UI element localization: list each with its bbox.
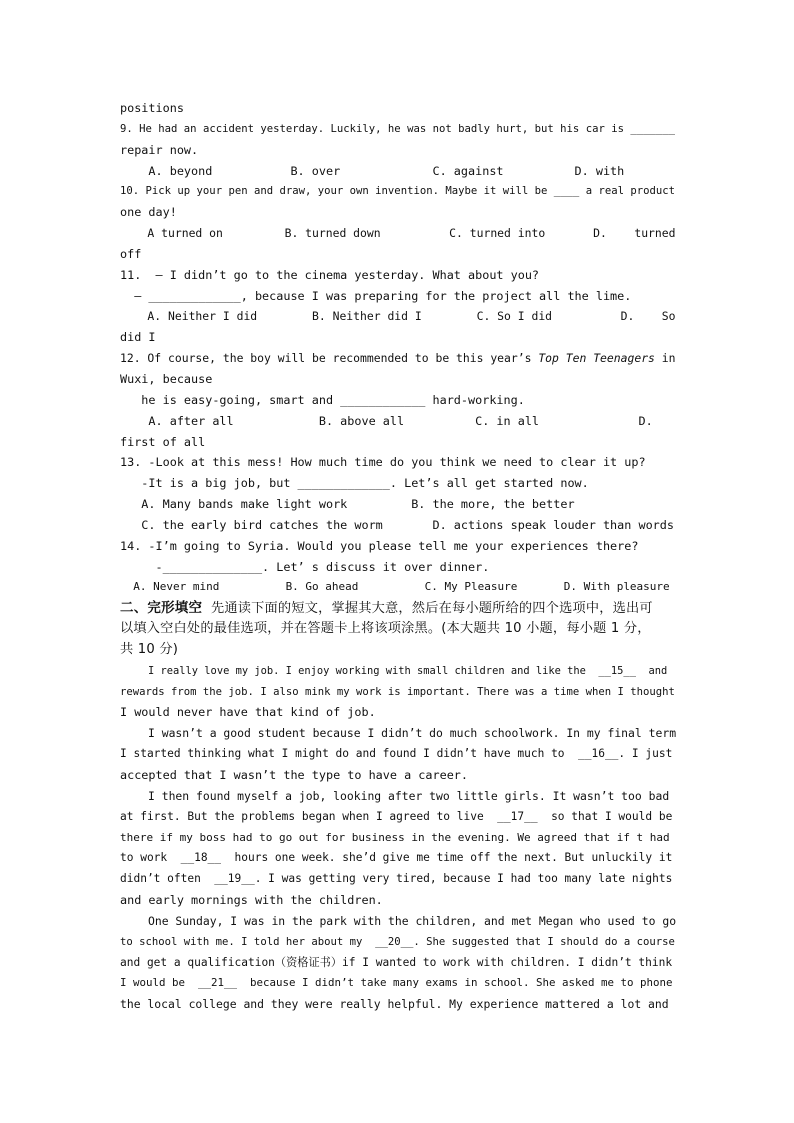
passage-line: and early mornings with the children.	[120, 893, 383, 908]
passage-line: at first. But the problems began when I agreed to live __17__ so that I would be	[120, 809, 673, 823]
question-11-reply: – _____________, because I was preparing for the project all the lime.	[120, 288, 632, 303]
question-9-options: A. beyond B. over C. against D. with	[120, 163, 625, 178]
question-14-options: A. Never mind B. Go ahead C. My Pleasure D. With pleasure	[120, 580, 670, 594]
italic-phrase: Top Ten Teenagers	[538, 351, 655, 366]
section-heading	[120, 598, 675, 619]
passage-line: the local college and they were really helpful. My experience mattered a lot and	[120, 997, 669, 1012]
question-13-reply: -It is a big job, but _____________. Let’s all get started now.	[120, 476, 589, 491]
question-13-options-cd: C. the early bird catches the worm D. actions speak louder than words	[120, 517, 674, 532]
text-line: off	[120, 246, 142, 261]
passage-line: to school with me. I told her about my __20__. She suggested that I should do a course	[120, 935, 675, 948]
question-10: 10. Pick up your pen and draw, your own invention. Maybe it will be ____ a real product	[120, 185, 675, 198]
text-line: one day!	[120, 205, 177, 220]
question-12	[120, 348, 675, 369]
question-11-options: A. Neither I did B. Neither did I C. So I did D. So	[120, 309, 676, 324]
passage-line: and get a qualification（资格证书）if I wanted to work with children. I didn’t think	[120, 955, 673, 969]
passage-line: I wasn’t a good student because I didn’t do much schoolwork. In my final term	[148, 726, 677, 741]
section-title: 二、完形填空	[120, 600, 203, 617]
question-10-options: A turned on B. turned down C. turned into D. turned	[120, 226, 676, 241]
question-11: 11. – I didn’t go to the cinema yesterday. What about you?	[120, 267, 540, 282]
passage-line: didn’t often __19__. I was getting very tired, because I had too many late nights	[120, 872, 673, 886]
question-14-reply: -______________. Let’ s discuss it over dinner.	[120, 559, 490, 574]
passage-line: accepted that I wasn’t the type to have a career.	[120, 768, 469, 782]
passage-line: I started thinking what I might do and found I didn’t have much to __16__. I just	[120, 747, 673, 761]
question-12-tail: in	[654, 351, 676, 366]
section-intro-2: 以填入空白处的最佳选项，并在答题卡上将该项涂黑。(本大题共 10 小题，每小题 1 分，	[120, 621, 651, 637]
passage-line: there if my boss had to go out for business in the evening. We agreed that if t had	[120, 830, 670, 844]
question-13: 13. -Look at this mess! How much time do you think we need to clear it up?	[120, 455, 646, 470]
question-12-body: he is easy-going, smart and ____________ hard-working.	[120, 392, 525, 407]
text-line: Wuxi, because	[120, 371, 213, 386]
question-12-text: 12. Of course, the boy will be recommended to be this year’s	[120, 351, 532, 366]
passage-line: I then found myself a job, looking after two little girls. It wasn’t too bad	[148, 788, 670, 803]
question-9: 9. He had an accident yesterday. Luckily, he was not badly hurt, but his car is _______	[120, 122, 675, 135]
question-13-options-ab: A. Many bands make light work B. the more, the better	[120, 497, 575, 512]
passage-line: One Sunday, I was in the park with the children, and met Megan who used to go	[148, 913, 677, 928]
exam-content	[120, 98, 675, 1015]
section-intro-1: 先通读下面的短文，掌握其大意，然后在每小题所给的四个选项中，选出可	[211, 601, 653, 617]
passage-line: I would be __21__ because I didn’t take many exams in school. She asked me to phone	[120, 976, 673, 990]
section-intro-3: 共 10 分)	[120, 641, 179, 657]
passage-line: I would never have that kind of job.	[120, 705, 376, 720]
passage-line: to work __18__ hours one week. she’d give me time off the next. But unluckily it	[120, 851, 673, 865]
passage-line: I really love my job. I enjoy working with small children and like the __15__ and	[148, 664, 668, 677]
text-line: first of all	[120, 434, 206, 449]
text-line: repair now.	[120, 142, 199, 157]
text-line: did I	[120, 330, 156, 345]
passage-line: rewards from the job. I also mink my work is important. There was a time when I thought	[120, 685, 675, 698]
text-line: positions	[120, 101, 184, 115]
question-12-options: A. after all B. above all C. in all D.	[120, 413, 653, 428]
question-14: 14. -I’m going to Syria. Would you please tell me your experiences there?	[120, 538, 639, 553]
